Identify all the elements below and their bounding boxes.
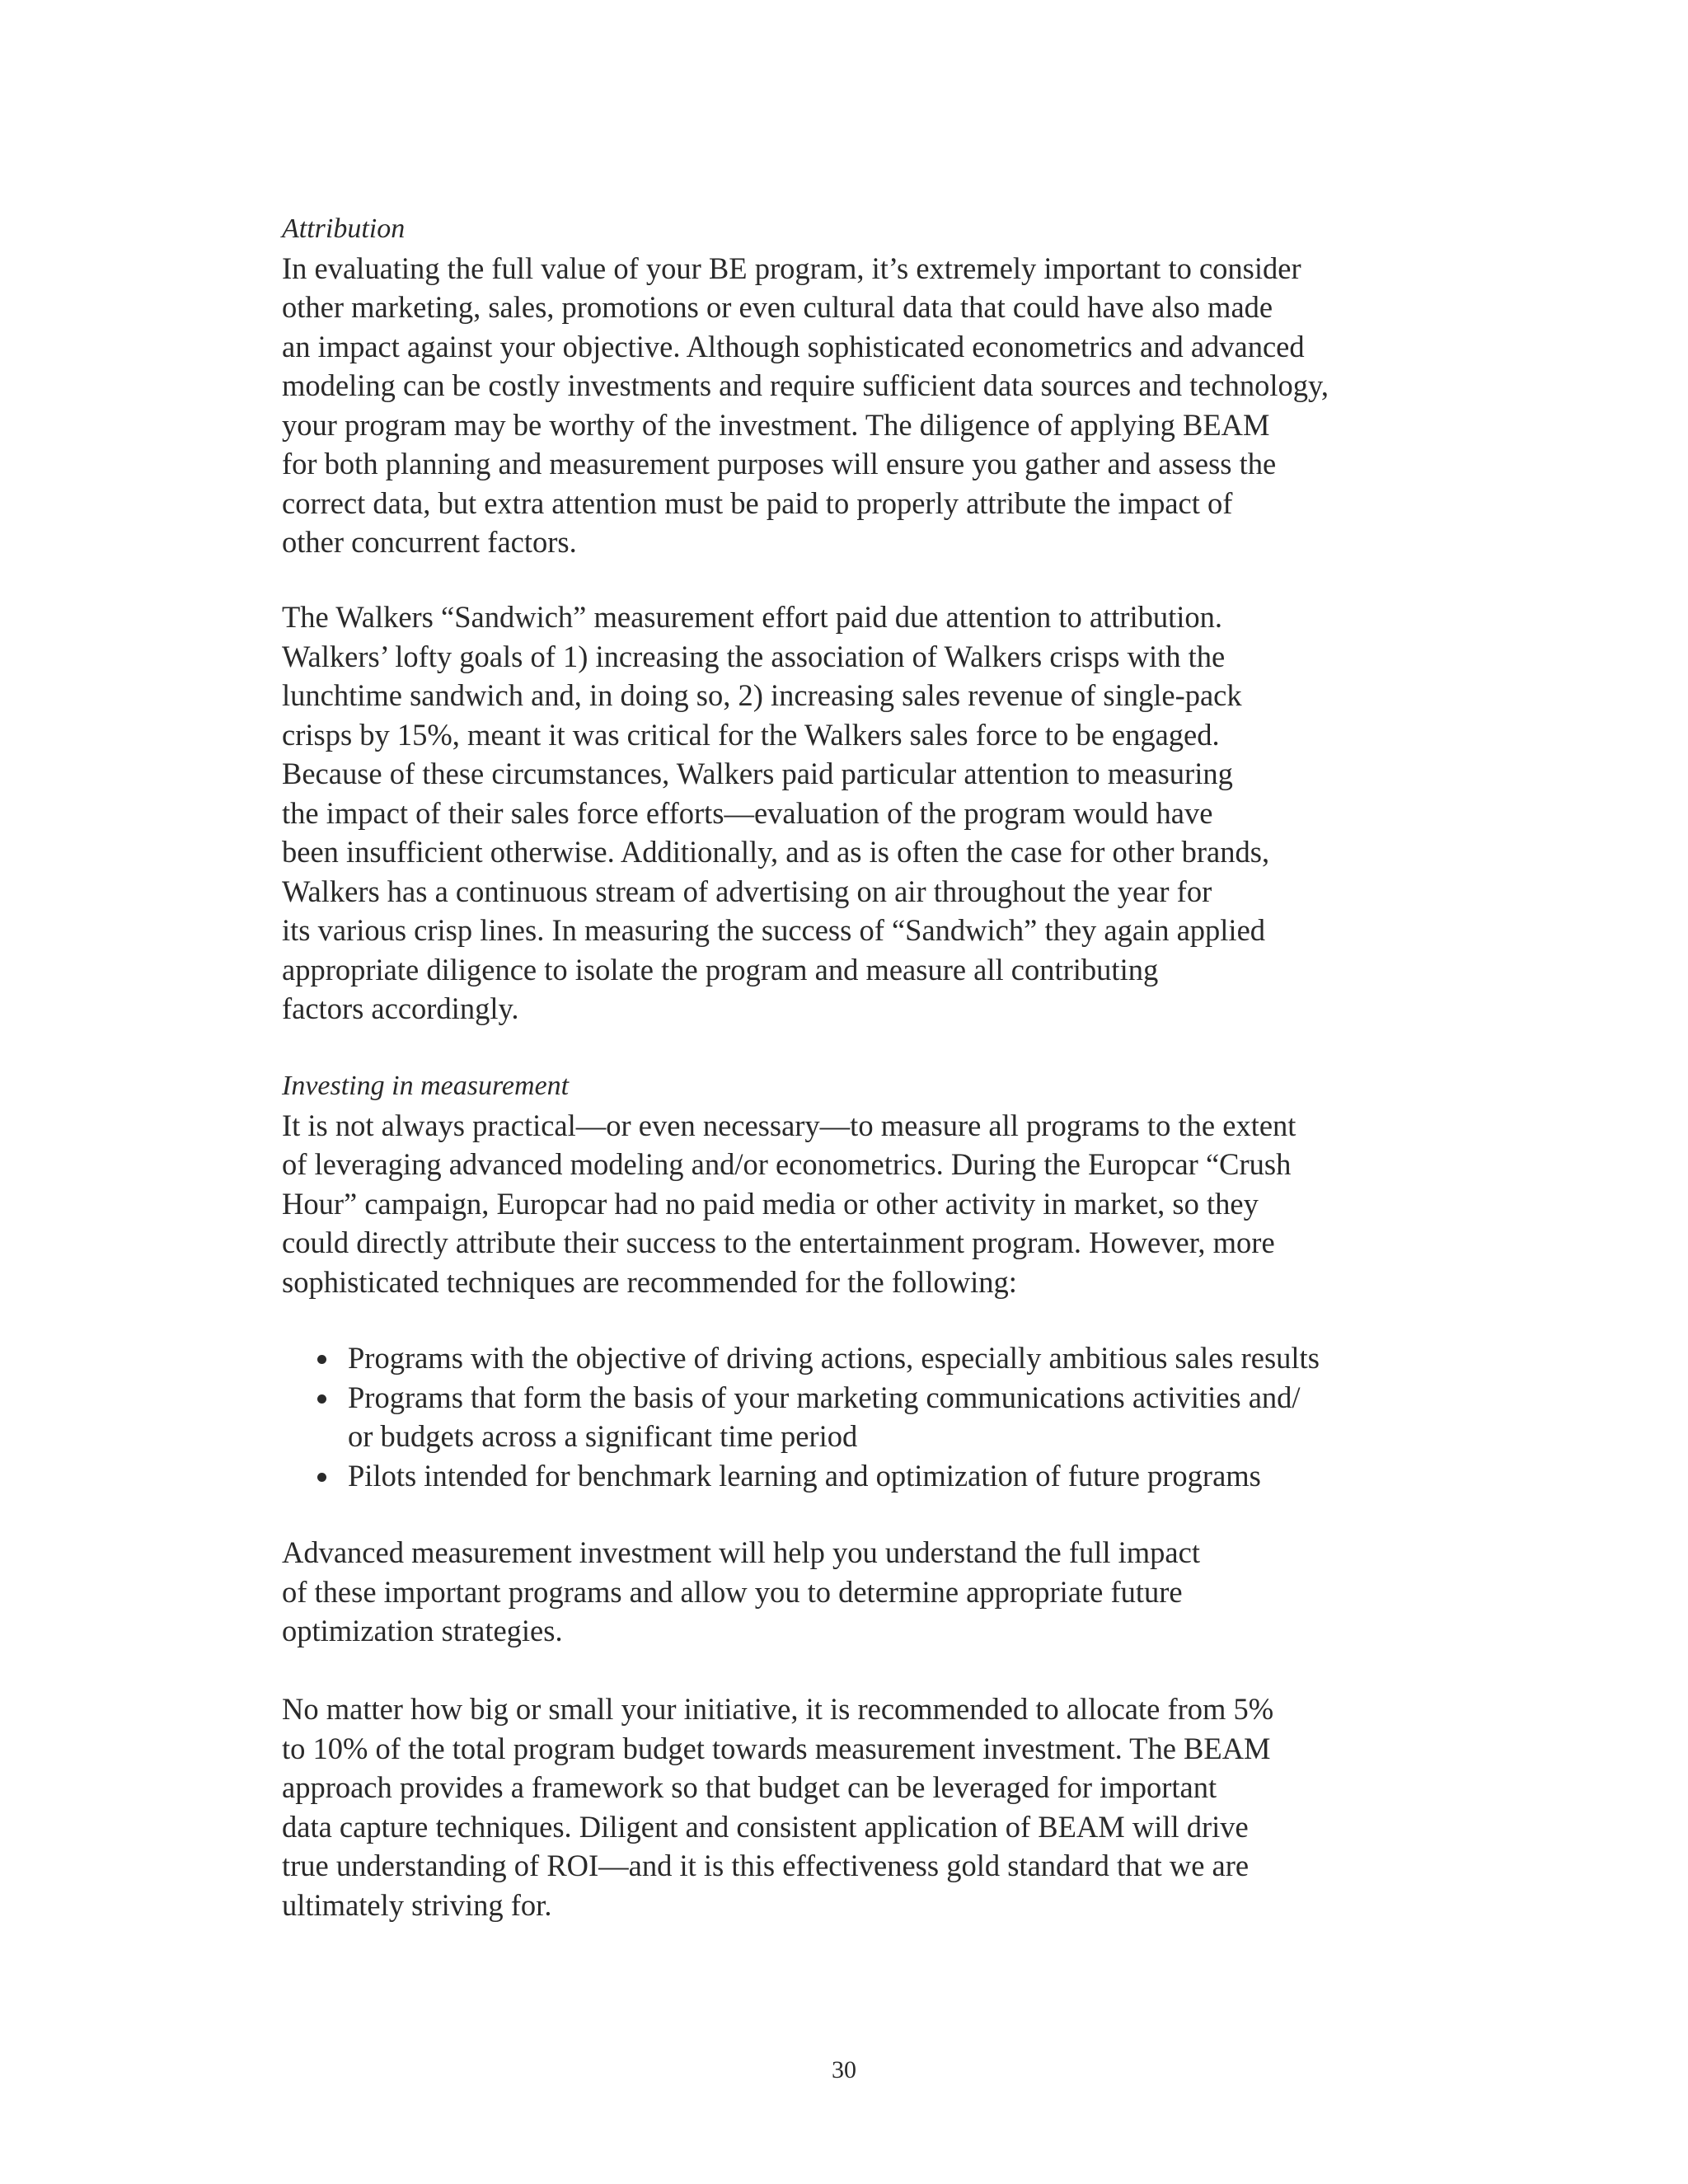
attribution-section xyxy=(282,209,1419,562)
paragraph-line: Hour” campaign, Europcar had no paid media or other activity in market, so they xyxy=(282,1186,1259,1221)
paragraph-line: of these important programs and allow you to determine appropriate future xyxy=(282,1574,1183,1609)
recommendation-list xyxy=(282,1338,1436,1495)
paragraph-line: true understanding of ROI—and it is this effectiveness gold standard that we are xyxy=(282,1849,1250,1882)
paragraph-line: data capture techniques. Diligent and consistent application of BEAM will drive xyxy=(282,1809,1249,1844)
paragraph-line: The Walkers “Sandwich” measurement effort paid due attention to attribution. xyxy=(282,600,1223,634)
list-item-text: Programs with the objective of driving actions, especially ambitious sales results xyxy=(348,1341,1320,1375)
paragraph-line: crisps by 15%, meant it was critical for the Walkers sales force to be engaged. xyxy=(282,717,1220,752)
allocation-paragraph xyxy=(282,1690,1419,1924)
paragraph-line: to 10% of the total program budget towards measurement investment. The BEAM xyxy=(282,1731,1271,1765)
paragraph-line: an impact against your objective. Although sophisticated econometrics and advanced xyxy=(282,329,1305,363)
paragraph-line: your program may be worthy of the investment. The diligence of applying BEAM xyxy=(282,407,1270,442)
paragraph-line: factors accordingly. xyxy=(282,991,519,1025)
paragraph-line: Because of these circumstances, Walkers paid particular attention to measuring xyxy=(282,757,1233,790)
paragraph-line: No matter how big or small your initiative, it is recommended to allocate from 5% xyxy=(282,1692,1274,1726)
bullet-icon xyxy=(317,1394,326,1404)
paragraph-line: been insufficient otherwise. Additionally, and as is often the case for other brands, xyxy=(282,835,1270,869)
list-item-text: Programs that form the basis of your marketing communications activities and/ xyxy=(348,1380,1301,1414)
paragraph-line: Advanced measurement investment will help you understand the full impact xyxy=(282,1535,1200,1569)
paragraph-line: In evaluating the full value of your BE program, it’s extremely important to consider xyxy=(282,251,1301,285)
paragraph-line: sophisticated techniques are recommended for the following: xyxy=(282,1264,1017,1299)
list-item-text: or budgets across a significant time period xyxy=(348,1419,858,1453)
paragraph-line: It is not always practical—or even necessary—to measure all programs to the extent xyxy=(282,1108,1296,1142)
advanced-paragraph xyxy=(282,1533,1419,1651)
list-item xyxy=(282,1338,1436,1378)
bullet-icon xyxy=(317,1355,326,1364)
paragraph-line: could directly attribute their success to the entertainment program. However, more xyxy=(282,1226,1275,1259)
paragraph-line: lunchtime sandwich and, in doing so, 2) increasing sales revenue of single-pack xyxy=(282,678,1242,712)
paragraph-line: appropriate diligence to isolate the program and measure all contributing xyxy=(282,952,1159,987)
paragraph-line: approach provides a framework so that budget can be leveraged for important xyxy=(282,1770,1217,1804)
attribution-heading: Attribution xyxy=(282,213,406,244)
paragraph-line: Walkers’ lofty goals of 1) increasing the association of Walkers crisps with the xyxy=(282,639,1226,673)
paragraph-line: Walkers has a continuous stream of advertising on air throughout the year for xyxy=(282,874,1212,908)
walkers-paragraph xyxy=(282,598,1419,1029)
paragraph-line: optimization strategies. xyxy=(282,1614,563,1647)
investing-section xyxy=(282,1066,1419,1301)
paragraph-line: other concurrent factors. xyxy=(282,525,577,559)
bullet-icon xyxy=(317,1473,326,1482)
list-item xyxy=(282,1456,1436,1496)
paragraph-line: of leveraging advanced modeling and/or econometrics. During the Europcar “Crush xyxy=(282,1147,1292,1181)
paragraph-line: the impact of their sales force efforts—evaluation of the program would have xyxy=(282,795,1213,830)
paragraph-line: other marketing, sales, promotions or even cultural data that could have also made xyxy=(282,290,1273,324)
paragraph-line: for both planning and measurement purposes will ensure you gather and assess the xyxy=(282,447,1277,480)
paragraph-line: ultimately striving for. xyxy=(282,1887,552,1922)
paragraph-line: correct data, but extra attention must be paid to properly attribute the impact of xyxy=(282,485,1233,520)
paragraph-line: its various crisp lines. In measuring the success of “Sandwich” they again applied xyxy=(282,913,1266,947)
paragraph-line: modeling can be costly investments and require sufficient data sources and technology, xyxy=(282,368,1329,402)
list-item-text: Pilots intended for benchmark learning and optimization of future programs xyxy=(348,1458,1261,1493)
investing-heading: Investing in measurement xyxy=(282,1071,570,1101)
list-item xyxy=(282,1378,1436,1456)
page-number: 30 xyxy=(832,2056,856,2083)
